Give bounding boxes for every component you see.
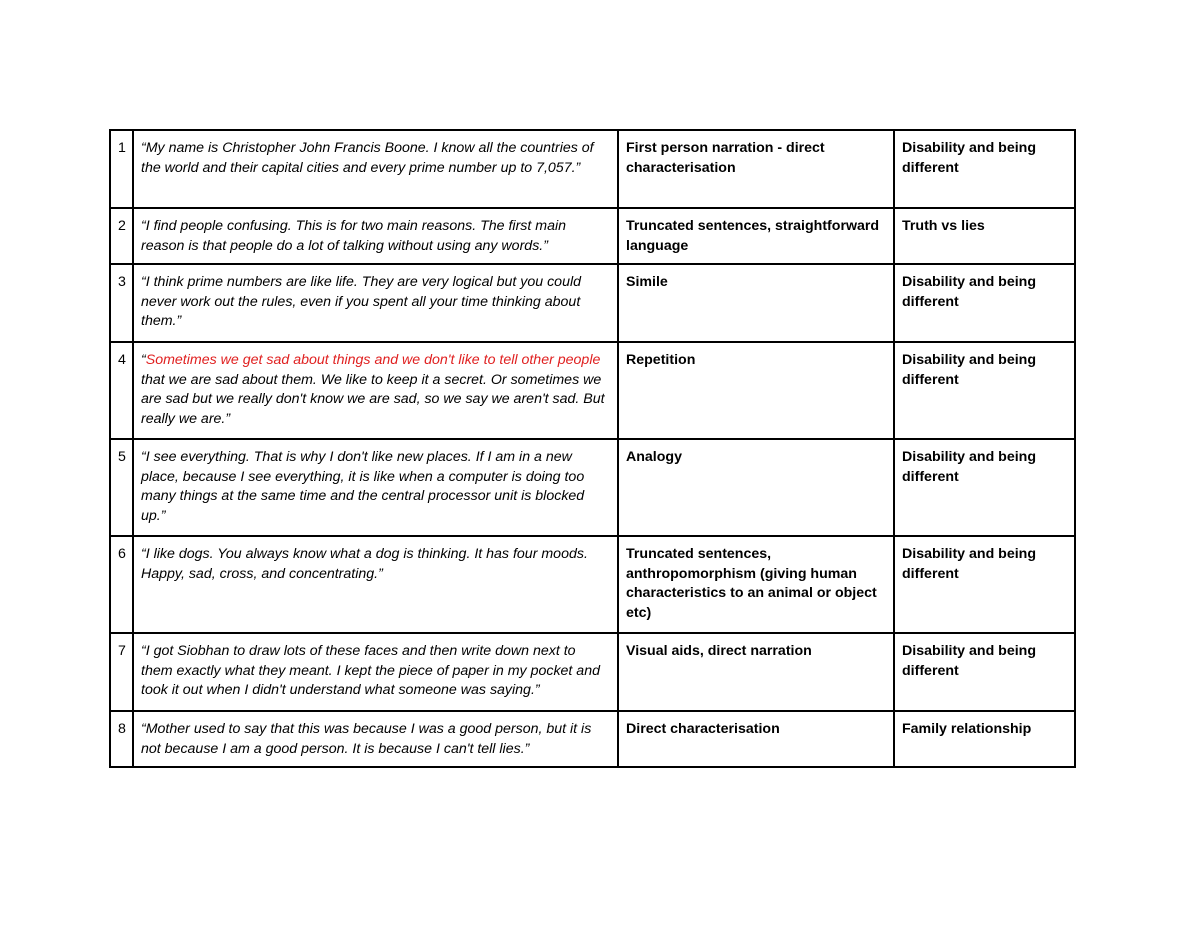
quote-cell: “My name is Christopher John Francis Boone. I know all the countries of the world and their capital cities and every prime number up to 7,057.” (133, 130, 618, 208)
quote-analysis-table (109, 129, 1076, 768)
table-row (110, 130, 1075, 208)
quote-cell: “I see everything. That is why I don't like new places. If I am in a new place, because I see everything, it is like when a computer is doing too many things at the same time and the central processor unit is blocked up.” (133, 439, 618, 536)
row-number: 8 (110, 711, 133, 767)
table-row (110, 536, 1075, 633)
row-number: 4 (110, 342, 133, 439)
quote-cell: “I got Siobhan to draw lots of these faces and then write down next to them exactly what they meant. I kept the piece of paper in my pocket and took it out when I didn't understand what someone was saying.” (133, 633, 618, 711)
quote-cell: “I think prime numbers are like life. They are very logical but you could never work out the rules, even if you spent all your time thinking about them.” (133, 264, 618, 342)
theme-cell: Truth vs lies (894, 208, 1075, 264)
quote-cell: “I find people confusing. This is for two main reasons. The first main reason is that people do a lot of talking without using any words.” (133, 208, 618, 264)
theme-cell: Disability and being different (894, 342, 1075, 439)
technique-cell: Truncated sentences, straightforward language (618, 208, 894, 264)
quote-cell: “I like dogs. You always know what a dog is thinking. It has four moods. Happy, sad, cross, and concentrating.” (133, 536, 618, 633)
theme-cell: Family relationship (894, 711, 1075, 767)
theme-cell: Disability and being different (894, 439, 1075, 536)
table-row (110, 439, 1075, 536)
row-number: 5 (110, 439, 133, 536)
row-number: 1 (110, 130, 133, 208)
row-number: 6 (110, 536, 133, 633)
row-number: 7 (110, 633, 133, 711)
theme-cell: Disability and being different (894, 130, 1075, 208)
quote-open-mark: “ (141, 352, 146, 368)
row-number: 2 (110, 208, 133, 264)
table-row (110, 633, 1075, 711)
quote-cell (133, 342, 618, 439)
quote-rest-text: that we are sad about them. We like to keep it a secret. Or sometimes we are sad but we really don't know we are sad, so we say we aren't sad. But really we are.” (141, 371, 605, 427)
row-number: 3 (110, 264, 133, 342)
technique-cell: Simile (618, 264, 894, 342)
technique-cell: Analogy (618, 439, 894, 536)
technique-cell: First person narration - direct characterisation (618, 130, 894, 208)
technique-cell: Direct characterisation (618, 711, 894, 767)
quote-cell: “Mother used to say that this was because I was a good person, but it is not because I am a good person. It is because I can't tell lies.” (133, 711, 618, 767)
theme-cell: Disability and being different (894, 536, 1075, 633)
theme-cell: Disability and being different (894, 264, 1075, 342)
highlighted-quote-text: Sometimes we get sad about things and we don't like to tell other people (145, 352, 601, 368)
theme-cell: Disability and being different (894, 633, 1075, 711)
technique-cell: Truncated sentences, anthropomorphism (giving human characteristics to an animal or object etc) (618, 536, 894, 633)
technique-cell: Repetition (618, 342, 894, 439)
table-row (110, 208, 1075, 264)
table-row (110, 264, 1075, 342)
table-row (110, 711, 1075, 767)
technique-cell: Visual aids, direct narration (618, 633, 894, 711)
table-row (110, 342, 1075, 439)
